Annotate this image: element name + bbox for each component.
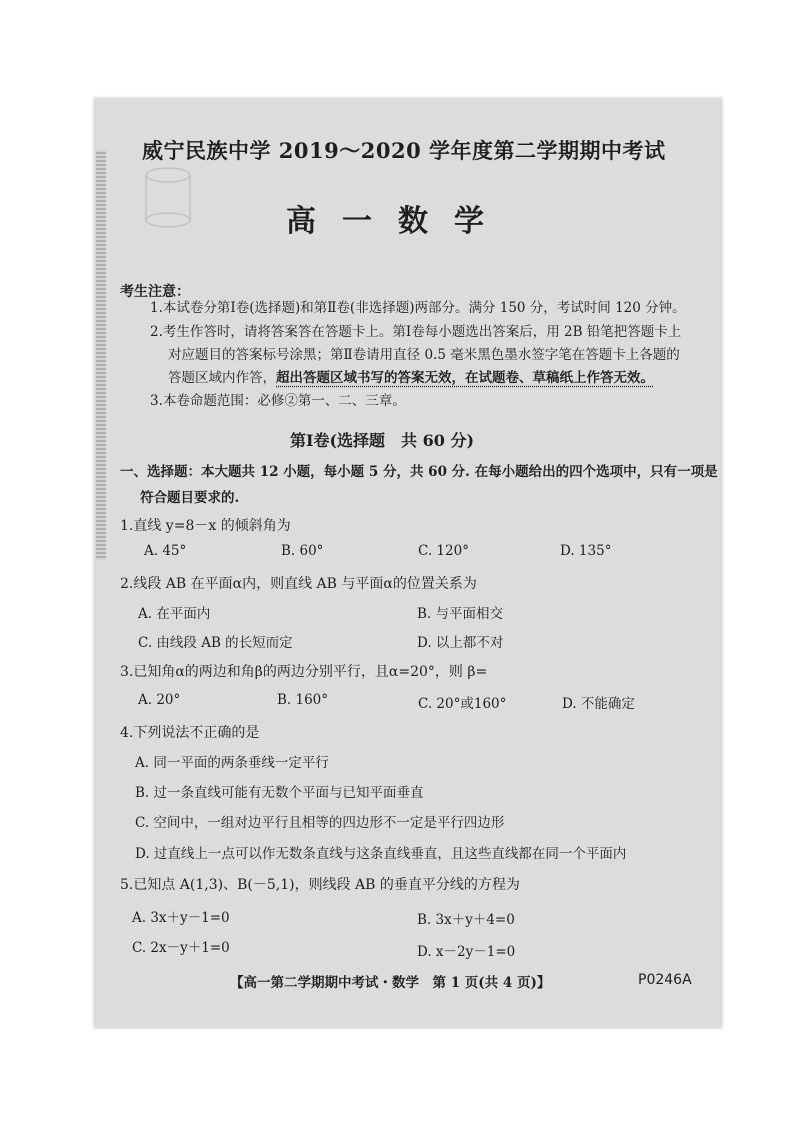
- notice-item-3: 3.本卷命题范围：必修②第一、二、三章。: [150, 393, 406, 409]
- question-5: 5.已知点 A(1,3)、B(－5,1)，则线段 AB 的垂直平分线的方程为: [120, 877, 520, 893]
- paper-code: P0246A: [638, 972, 692, 988]
- exam-title: 威宁民族中学 2019～2020 学年度第二学期期中考试: [142, 138, 666, 163]
- section-title: 第Ⅰ卷(选择题 共 60 分): [290, 431, 475, 450]
- q1-option-d: D. 135°: [560, 543, 612, 559]
- q1-option-c: C. 120°: [418, 543, 469, 559]
- q5-option-a: A. 3x＋y－1=0: [132, 910, 230, 926]
- exam-subject: 高一数学: [286, 204, 510, 239]
- notice-text: 答题区域内作答，: [168, 370, 276, 386]
- notice-item-2-cont2: [168, 366, 654, 386]
- bleed-through-cylinder: [140, 165, 200, 235]
- binding-edge: [96, 150, 106, 560]
- section-intro-cont: 符合题目要求的.: [140, 490, 240, 506]
- q2-option-a: A. 在平面内: [138, 606, 211, 622]
- q2-option-b: B. 与平面相交: [417, 606, 504, 622]
- question-4: 4.下列说法不正确的是: [120, 725, 260, 741]
- notice-item-1: 1.本试卷分第Ⅰ卷(选择题)和第Ⅱ卷(非选择题)两部分。满分 150 分，考试时间 120 分钟。: [150, 300, 686, 316]
- notice-heading: 考生注意：: [120, 284, 190, 300]
- q3-option-d: D. 不能确定: [562, 696, 635, 712]
- q1-option-a: A. 45°: [144, 543, 187, 559]
- section-intro: 一、选择题：本大题共 12 小题，每小题 5 分，共 60 分. 在每小题给出的四个选项中，只有一项是: [120, 464, 718, 480]
- q4-option-b: B. 过一条直线可能有无数个平面与已知平面垂直: [135, 785, 424, 801]
- q4-option-d: D. 过直线上一点可以作无数条直线与这条直线垂直，且这些直线都在同一个平面内: [135, 846, 627, 862]
- q2-option-d: D. 以上都不对: [417, 635, 504, 651]
- question-1: 1.直线 y=8－x 的倾斜角为: [120, 518, 291, 534]
- q1-option-b: B. 60°: [281, 543, 324, 559]
- question-2: 2.线段 AB 在平面α内，则直线 AB 与平面α的位置关系为: [120, 576, 477, 592]
- page-footer: 【高一第二学期期中考试・数学 第 1 页(共 4 页)】: [230, 975, 551, 991]
- notice-item-2: 2.考生作答时，请将答案答在答题卡上。第Ⅰ卷每小题选出答案后，用 2B 铅笔把答题卡上: [150, 324, 682, 340]
- q3-option-c: C. 20°或160°: [418, 696, 507, 712]
- q5-option-c: C. 2x－y＋1=0: [132, 940, 230, 956]
- notice-emphasis: 超出答题区域书写的答案无效，在试题卷、草稿纸上作答无效。: [276, 370, 654, 386]
- q3-option-a: A. 20°: [138, 692, 181, 708]
- q4-option-c: C. 空间中，一组对边平行且相等的四边形不一定是平行四边形: [135, 815, 505, 831]
- q5-option-d: D. x－2y－1=0: [417, 944, 516, 960]
- q3-option-b: B. 160°: [277, 692, 329, 708]
- notice-item-2-cont: 对应题目的答案标号涂黑；第Ⅱ卷请用直径 0.5 毫米黑色墨水签字笔在答题卡上各题的: [168, 347, 680, 363]
- q2-option-c: C. 由线段 AB 的长短而定: [138, 635, 293, 651]
- question-3: 3.已知角α的两边和角β的两边分别平行，且α=20°，则 β=: [120, 664, 488, 680]
- q5-option-b: B. 3x＋y＋4=0: [417, 912, 515, 928]
- q4-option-a: A. 同一平面的两条垂线一定平行: [135, 755, 329, 771]
